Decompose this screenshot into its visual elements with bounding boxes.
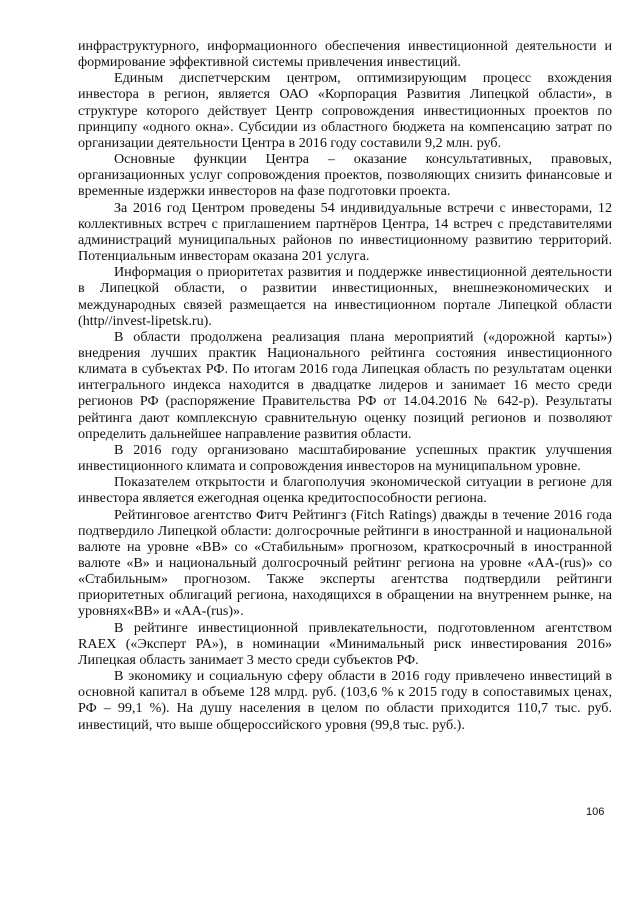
paragraph-center-functions: Основные функции Центра – оказание консультативных, правовых, организационных услуг сопровождения проектов, позволяющих снизить финансовые и временные издержки инвесторов на фазе подготовки проекта.	[78, 151, 612, 200]
paragraph-raex-rating: В рейтинге инвестиционной привлекательности, подготовленном агентством RAEX («Эксперт РА»), в номинации «Минимальный риск инвестирования 2016» Липецкая область занимает 3 место среди субъектов РФ.	[78, 619, 612, 668]
paragraph-national-rating: В области продолжена реализация плана мероприятий («дорожной карты») внедрения лучших практик Национального рейтинга состояния инвестиционного климата в субъектах РФ. По итогам 2016 года Липецкая область по результатам оценки интегрального индекса находится в двадцатке лидеров и занимает 16 место среди регионов РФ (распоряжение Правительства РФ от 14.04.2016 № 642-р). Результаты рейтинга дают комплексную сравнительную оценку позиций регионов и позволяют определить дальнейшее направление развития области.	[78, 328, 612, 442]
paragraph-capital-investment: В экономику и социальную сферу области в 2016 году привлечено инвестиций в основной капитал в объеме 128 млрд. руб. (103,6 % к 2015 году в сопоставимых ценах, РФ – 99,1 %). На душу населения в целом по области приходится 110,7 тыс. руб. инвестиций, что выше общероссийского уровня (99,8 тыс. руб.).	[78, 668, 612, 733]
paragraph-continuation: инфраструктурного, информационного обеспечения инвестиционной деятельности и формирование эффективной системы привлечения инвестиций.	[78, 38, 612, 71]
paragraph-fitch-ratings: Рейтинговое агентство Фитч Рейтингз (Fitch Ratings) дважды в течение 2016 года подтвердило Липецкой области: долгосрочные рейтинги в иностранной и национальной валюте на уровне «BB» со «Стабильным» прогнозом, краткосрочный в иностранной валюте «B» и национальный долгосрочный рейтинг региона на уровне «AA-(rus)» со «Стабильным» прогнозом. Также эксперты агентства подтвердили рейтинги приоритетных облигаций региона, находящихся в обращении на внутреннем рынке, на уровнях«BB» и «AA-(rus)».	[78, 506, 612, 620]
paragraph-dispatch-center: Единым диспетчерским центром, оптимизирующим процесс вхождения инвестора в регион, является ОАО «Корпорация Развития Липецкой области», в структуре которого действует Центр сопровождения инвестиционных проектов по принципу «одного окна». Субсидии из областного бюджета на компенсацию затрат по организации деятельности Центра в 2016 году составили 9,2 млн. руб.	[78, 70, 612, 151]
paragraph-meetings-2016: За 2016 год Центром проведены 54 индивидуальные встречи с инвесторами, 12 коллективных встреч с приглашением партнёров Центра, 14 встреч с представителями администраций муниципальных районов по инвестиционному развитию территорий. Потенциальным инвесторам оказана 201 услуга.	[78, 199, 612, 265]
paragraph-municipal-practices: В 2016 году организовано масштабирование успешных практик улучшения инвестиционного климата и сопровождения инвесторов на муниципальном уровне.	[78, 441, 612, 475]
page-number: 106	[586, 806, 605, 818]
document-body	[78, 38, 612, 733]
paragraph-investment-portal: Информация о приоритетах развития и поддержке инвестиционной деятельности в Липецкой области, о развитии инвестиционных, внешнеэкономических и международных связей размещается на инвестиционном портале Липецкой области (http//invest-lipetsk.ru).	[78, 264, 612, 329]
paragraph-creditworthiness: Показателем открытости и благополучия экономической ситуации в регионе для инвестора является ежегодная оценка кредитоспособности региона.	[78, 474, 612, 507]
